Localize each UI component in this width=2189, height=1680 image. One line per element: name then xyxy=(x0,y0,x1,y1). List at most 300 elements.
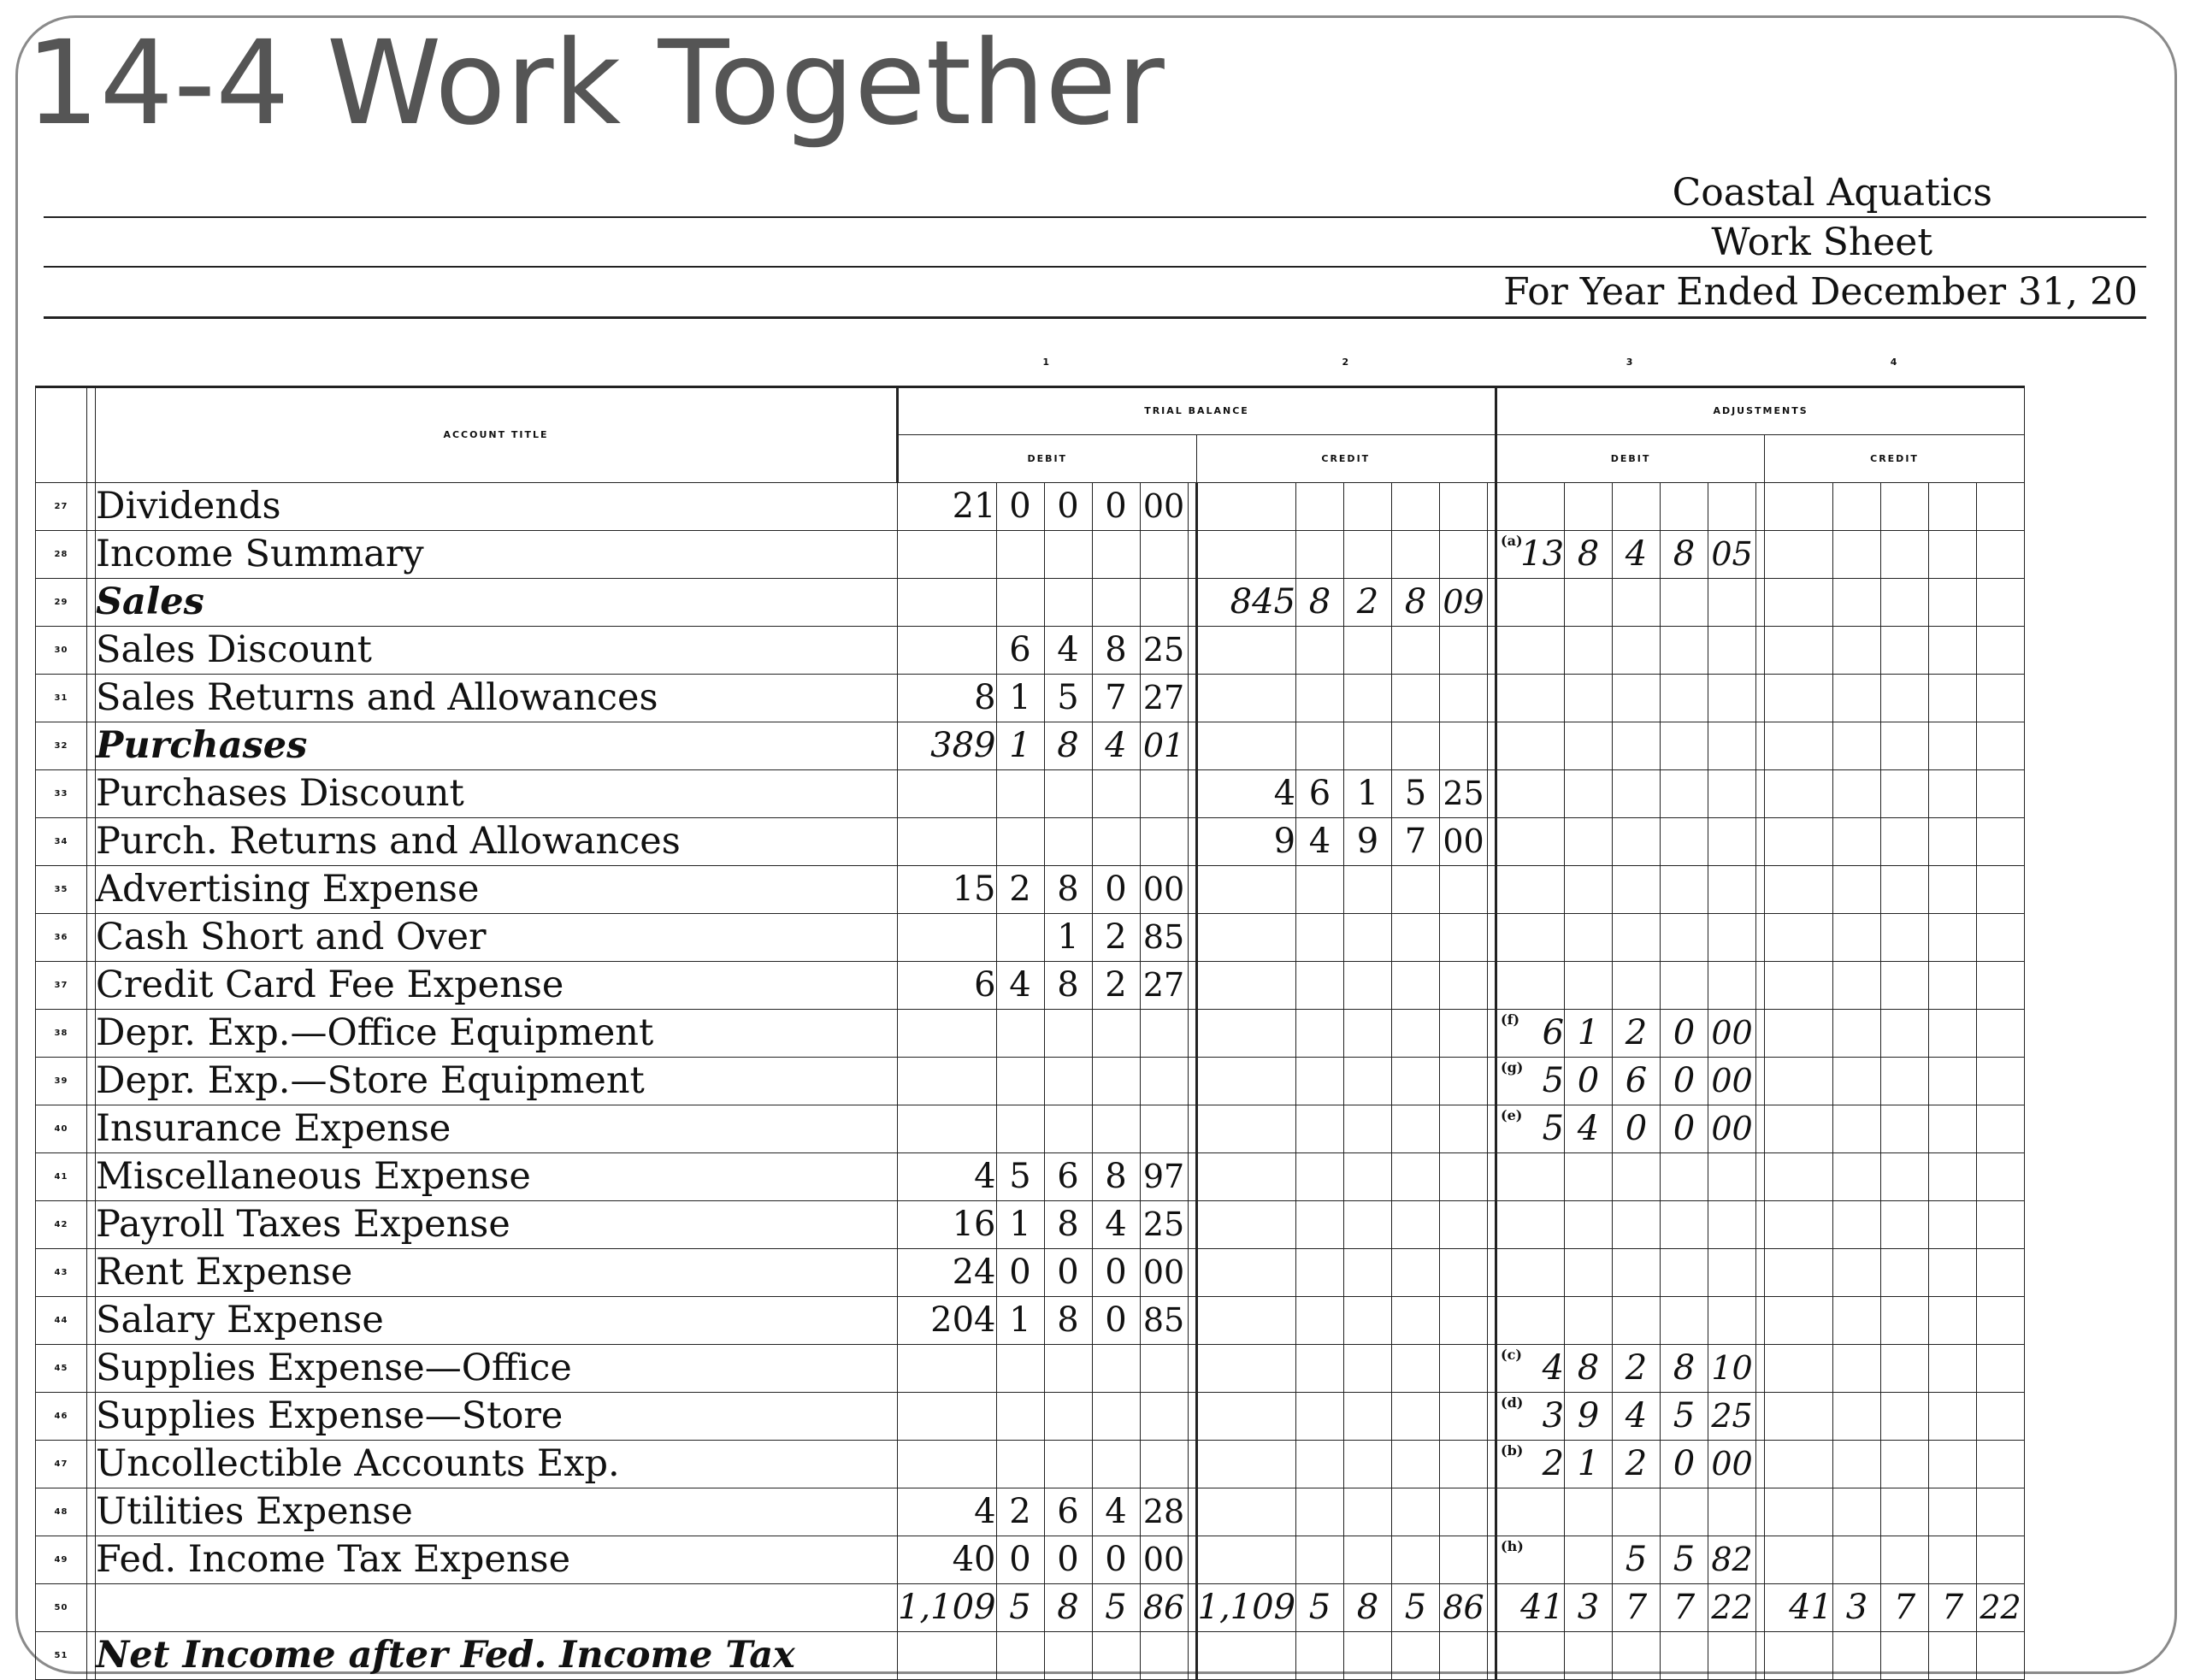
rule-separator xyxy=(87,1248,96,1296)
adjustments-debit-digit xyxy=(1613,1631,1661,1679)
adjustments-debit-digit xyxy=(1661,722,1708,769)
trial-balance-credit-dollars xyxy=(1196,1536,1296,1583)
adjustments-debit-digit xyxy=(1613,817,1661,865)
rule-separator xyxy=(87,1105,96,1152)
line-number: 47 xyxy=(36,1440,87,1488)
adjustments-credit-digit xyxy=(1881,578,1929,626)
trial-balance-credit-digit xyxy=(1392,1631,1440,1679)
trial-balance-credit-digit xyxy=(1296,1200,1344,1248)
trial-balance-credit-cents xyxy=(1440,1105,1488,1152)
adjustments-credit-digit xyxy=(1929,1009,1977,1057)
trial-balance-credit-dollars xyxy=(1196,1200,1296,1248)
trial-balance-debit-dollars: 15 xyxy=(898,865,997,913)
adjustments-credit-dollars xyxy=(1765,722,1833,769)
adjustments-debit-dollars: 4 (c) xyxy=(1496,1344,1565,1392)
adjustments-credit-digit xyxy=(1881,626,1929,674)
trial-balance-debit-cents: 85 xyxy=(1140,1296,1188,1344)
adjustments-debit-cents: 00 xyxy=(1708,1057,1756,1105)
adjustments-debit-digit xyxy=(1613,1152,1661,1200)
adjustments-debit-digit: 1 xyxy=(1565,1440,1613,1488)
worksheet-row xyxy=(36,1105,2025,1152)
adjustments-credit-digit xyxy=(1833,674,1881,722)
trial-balance-credit-digit xyxy=(1344,1057,1392,1105)
trial-balance-credit-digit: 8 xyxy=(1344,1583,1392,1631)
column-gap xyxy=(1488,961,1496,1009)
adjustments-credit-dollars xyxy=(1765,865,1833,913)
adjustments-credit-digit xyxy=(1881,1296,1929,1344)
adjustments-debit-cents xyxy=(1708,961,1756,1009)
column-gap xyxy=(1188,1248,1196,1296)
adjustments-credit-digit xyxy=(1929,1248,1977,1296)
account-title: Fed. Income Tax Expense xyxy=(96,1536,898,1583)
trial-balance-debit-digit: 0 xyxy=(996,1248,1044,1296)
trial-balance-credit-digit xyxy=(1344,1152,1392,1200)
adjustments-credit-digit xyxy=(1929,817,1977,865)
adjustments-debit-cents xyxy=(1708,1200,1756,1248)
column-gap xyxy=(1756,626,1765,674)
column-gap xyxy=(1756,1057,1765,1105)
worksheet-row xyxy=(36,769,2025,817)
trial-balance-credit-digit xyxy=(1296,1440,1344,1488)
line-number: 35 xyxy=(36,865,87,913)
trial-balance-credit-cents xyxy=(1440,1536,1488,1583)
adjustments-credit-digit: 7 xyxy=(1881,1583,1929,1631)
trial-balance-credit-digit xyxy=(1296,1631,1344,1679)
trial-balance-credit-dollars xyxy=(1196,961,1296,1009)
adjustments-credit-cents xyxy=(1977,1440,2025,1488)
trial-balance-debit-digit: 2 xyxy=(1092,913,1140,961)
trial-balance-credit-dollars xyxy=(1196,1105,1296,1152)
rule-separator xyxy=(87,578,96,626)
line-number: 51 xyxy=(36,1631,87,1679)
adjustments-debit-cents xyxy=(1708,913,1756,961)
trial-balance-debit-digit: 0 xyxy=(1092,1296,1140,1344)
adjustments-debit-dollars xyxy=(1496,1200,1565,1248)
adjustments-debit-digit xyxy=(1613,1296,1661,1344)
adjustments-debit-dollars: 6 (f) xyxy=(1496,1009,1565,1057)
trial-balance-debit-digit: 0 xyxy=(1044,1536,1092,1583)
adjustments-debit-digit xyxy=(1565,865,1613,913)
adjustments-credit-digit xyxy=(1833,1057,1881,1105)
line-number: 41 xyxy=(36,1152,87,1200)
trial-balance-credit-dollars xyxy=(1196,674,1296,722)
trial-balance-debit-digit xyxy=(996,913,1044,961)
column-gap xyxy=(1488,1392,1496,1440)
column-gap xyxy=(1188,1296,1196,1344)
trial-balance-credit-digit: 6 xyxy=(1296,769,1344,817)
statement-name: Work Sheet xyxy=(1711,221,1932,264)
adjustments-credit-digit xyxy=(1881,482,1929,530)
column-gap xyxy=(1756,769,1765,817)
column-gap xyxy=(1756,1344,1765,1392)
trial-balance-debit-digit xyxy=(1044,1057,1092,1105)
work-sheet xyxy=(35,162,2146,1677)
trial-balance-debit-dollars: 1,109 xyxy=(898,1583,997,1631)
adjustments-credit-dollars xyxy=(1765,626,1833,674)
trial-balance-credit-cents xyxy=(1440,482,1488,530)
column-gap xyxy=(1188,1152,1196,1200)
adjustments-credit-digit xyxy=(1833,769,1881,817)
adjustments-credit-digit xyxy=(1833,1248,1881,1296)
column-gap xyxy=(1756,482,1765,530)
adjustments-credit-dollars xyxy=(1765,769,1833,817)
rule-separator xyxy=(87,1296,96,1344)
column-gap xyxy=(1188,482,1196,530)
worksheet-row xyxy=(36,913,2025,961)
trial-balance-credit-digit xyxy=(1344,1105,1392,1152)
adjustment-mark: (d) xyxy=(1501,1394,1524,1411)
trial-balance-debit-cents: 25 xyxy=(1140,626,1188,674)
adjustments-credit-dollars xyxy=(1765,482,1833,530)
trial-balance-debit-digit: 0 xyxy=(1092,1536,1140,1583)
adjustments-credit-digit xyxy=(1833,482,1881,530)
adjustments-credit-cents xyxy=(1977,530,2025,578)
adjustments-credit-digit xyxy=(1881,1344,1929,1392)
column-gap xyxy=(1188,961,1196,1009)
trial-balance-credit-digit xyxy=(1392,626,1440,674)
column-gap xyxy=(1488,1009,1496,1057)
adjustments-credit-cents xyxy=(1977,961,2025,1009)
adjustments-debit-digit xyxy=(1613,626,1661,674)
trial-balance-credit-cents xyxy=(1440,1392,1488,1440)
adjustments-header: ADJUSTMENTS xyxy=(1496,386,2025,434)
adjustments-debit-digit: 4 xyxy=(1613,530,1661,578)
trial-balance-debit-digit: 0 xyxy=(1044,482,1092,530)
column-gap xyxy=(1756,1200,1765,1248)
adjustments-credit-digit xyxy=(1833,1200,1881,1248)
adjustments-debit-cents: 10 xyxy=(1708,1344,1756,1392)
trial-balance-debit-digit: 8 xyxy=(1044,1583,1092,1631)
worksheet-row xyxy=(36,626,2025,674)
trial-balance-debit-dollars xyxy=(898,817,997,865)
trial-balance-debit-digit: 5 xyxy=(996,1583,1044,1631)
adjustments-debit-digit: 5 xyxy=(1613,1536,1661,1583)
trial-balance-credit-dollars: 1,109 xyxy=(1196,1583,1296,1631)
adjustments-debit-digit xyxy=(1613,1248,1661,1296)
column-gap xyxy=(1188,1631,1196,1679)
trial-balance-credit-digit xyxy=(1344,1488,1392,1536)
trial-balance-debit-digit: 4 xyxy=(1092,1200,1140,1248)
adjustments-debit-digit xyxy=(1661,674,1708,722)
trial-balance-credit-digit: 4 xyxy=(1296,817,1344,865)
column-gap xyxy=(1488,1631,1496,1679)
adjustments-credit-dollars xyxy=(1765,1631,1833,1679)
trial-balance-debit-dollars xyxy=(898,578,997,626)
worksheet-row xyxy=(36,1296,2025,1344)
column-gap xyxy=(1488,1057,1496,1105)
adjustments-debit-cents xyxy=(1708,769,1756,817)
trial-balance-debit-dollars xyxy=(898,1057,997,1105)
trial-balance-credit-digit xyxy=(1296,674,1344,722)
adjustments-credit-digit xyxy=(1881,530,1929,578)
column-gap xyxy=(1188,1057,1196,1105)
account-title: Advertising Expense xyxy=(96,865,898,913)
adjustments-credit-digit xyxy=(1929,578,1977,626)
column-gap xyxy=(1188,1344,1196,1392)
trial-balance-credit-digit xyxy=(1392,1152,1440,1200)
trial-balance-credit-dollars xyxy=(1196,913,1296,961)
adjustments-debit-digit: 0 xyxy=(1565,1057,1613,1105)
line-number: 29 xyxy=(36,578,87,626)
adjustments-debit-digit xyxy=(1565,722,1613,769)
trial-balance-debit-digit xyxy=(996,1440,1044,1488)
adjustments-credit-digit xyxy=(1833,1105,1881,1152)
column-gap xyxy=(1756,1440,1765,1488)
adjustments-debit-digit xyxy=(1565,961,1613,1009)
line-number: 33 xyxy=(36,769,87,817)
rule-separator xyxy=(87,386,96,482)
adjustments-debit-digit: 5 xyxy=(1661,1536,1708,1583)
rule-separator xyxy=(87,482,96,530)
trial-balance-debit-digit xyxy=(1044,1631,1092,1679)
trial-balance-debit-digit: 8 xyxy=(1044,722,1092,769)
trial-balance-credit-digit: 2 xyxy=(1344,578,1392,626)
trial-balance-credit-digit xyxy=(1392,1057,1440,1105)
adjustments-debit-dollars xyxy=(1496,913,1565,961)
adjustments-debit-digit: 0 xyxy=(1661,1105,1708,1152)
trial-balance-credit-digit xyxy=(1344,1296,1392,1344)
rule-separator xyxy=(87,626,96,674)
adjustments-credit-digit xyxy=(1929,1200,1977,1248)
adjustments-credit-digit xyxy=(1833,626,1881,674)
adjustments-credit-digit xyxy=(1881,1152,1929,1200)
adjustments-debit-digit: 2 xyxy=(1613,1344,1661,1392)
column-gap xyxy=(1188,1440,1196,1488)
adjustments-credit-cents xyxy=(1977,1200,2025,1248)
trial-balance-debit-dollars: 6 xyxy=(898,961,997,1009)
trial-balance-credit-cents xyxy=(1440,1344,1488,1392)
adjustments-debit-cents xyxy=(1708,1296,1756,1344)
adjustments-debit-digit xyxy=(1661,578,1708,626)
trial-balance-credit-digit xyxy=(1296,913,1344,961)
adjustments-credit-dollars xyxy=(1765,1105,1833,1152)
column-gap xyxy=(1188,1392,1196,1440)
trial-balance-debit-digit: 8 xyxy=(1044,961,1092,1009)
slide-title: 14-4 Work Together xyxy=(26,16,1165,151)
column-gap xyxy=(1488,1105,1496,1152)
trial-balance-credit-digit xyxy=(1344,482,1392,530)
worksheet-table xyxy=(35,339,2025,1680)
adjustments-debit-cents xyxy=(1708,578,1756,626)
adjustments-debit-digit xyxy=(1661,1248,1708,1296)
adjustments-debit-cents xyxy=(1708,865,1756,913)
adjustments-debit-dollars xyxy=(1496,769,1565,817)
trial-balance-credit-digit xyxy=(1296,1152,1344,1200)
adjustments-credit-digit xyxy=(1929,913,1977,961)
adjustments-debit-cents xyxy=(1708,626,1756,674)
column-gap xyxy=(1488,1200,1496,1248)
column-gap xyxy=(1188,1009,1196,1057)
adjustments-credit-digit xyxy=(1881,722,1929,769)
worksheet-row xyxy=(36,1200,2025,1248)
trial-balance-credit-digit xyxy=(1296,722,1344,769)
adjustments-debit-dollars xyxy=(1496,1631,1565,1679)
trial-balance-credit-digit xyxy=(1344,1200,1392,1248)
trial-balance-debit-cents xyxy=(1140,1631,1188,1679)
adjustments-credit-digit xyxy=(1929,1440,1977,1488)
adjustments-credit-cents xyxy=(1977,865,2025,913)
trial-balance-credit-digit xyxy=(1392,674,1440,722)
line-number: 38 xyxy=(36,1009,87,1057)
trial-balance-credit-digit: 1 xyxy=(1344,769,1392,817)
trial-balance-credit-digit: 5 xyxy=(1392,1583,1440,1631)
trial-balance-credit-digit xyxy=(1296,961,1344,1009)
adjustments-credit-digit xyxy=(1833,1536,1881,1583)
trial-balance-debit-digit xyxy=(1092,1392,1140,1440)
adjustments-credit-digit xyxy=(1833,722,1881,769)
trial-balance-credit-dollars xyxy=(1196,1248,1296,1296)
adjustments-debit-digit: 2 xyxy=(1613,1009,1661,1057)
adjustments-debit-digit: 8 xyxy=(1565,1344,1613,1392)
adjustments-debit-digit xyxy=(1565,817,1613,865)
adjustments-credit-cents xyxy=(1977,674,2025,722)
adjustments-debit-digit xyxy=(1661,1152,1708,1200)
adjustments-debit-cents xyxy=(1708,1631,1756,1679)
worksheet-row xyxy=(36,722,2025,769)
worksheet-row xyxy=(36,1583,2025,1631)
trial-balance-credit-digit xyxy=(1392,722,1440,769)
adjustments-debit-digit xyxy=(1565,1200,1613,1248)
line-number: 49 xyxy=(36,1536,87,1583)
account-title: Salary Expense xyxy=(96,1296,898,1344)
adjustments-debit-digit xyxy=(1565,1631,1613,1679)
adjustments-credit-digit xyxy=(1929,722,1977,769)
line-number-header xyxy=(36,386,87,482)
trial-balance-debit-digit xyxy=(996,1009,1044,1057)
trial-balance-debit-digit: 1 xyxy=(996,1200,1044,1248)
adjustments-debit-digit xyxy=(1613,913,1661,961)
trial-balance-debit-dollars: 389 xyxy=(898,722,997,769)
column-gap xyxy=(1488,626,1496,674)
account-title: Depr. Exp.—Store Equipment xyxy=(96,1057,898,1105)
adjustments-credit-digit xyxy=(1881,769,1929,817)
trial-balance-debit-dollars: 204 xyxy=(898,1296,997,1344)
adjustments-credit-digit xyxy=(1929,1105,1977,1152)
adjustments-credit-dollars xyxy=(1765,1152,1833,1200)
worksheet-row xyxy=(36,482,2025,530)
adjustments-credit-dollars xyxy=(1765,674,1833,722)
adjustments-credit-digit xyxy=(1881,1440,1929,1488)
column-gap xyxy=(1188,865,1196,913)
header-blank xyxy=(36,339,898,386)
worksheet-row xyxy=(36,865,2025,913)
adjustments-debit-header: DEBIT xyxy=(1496,434,1765,482)
trial-balance-debit-digit: 8 xyxy=(1092,626,1140,674)
trial-balance-debit-digit: 4 xyxy=(1092,1488,1140,1536)
trial-balance-debit-digit xyxy=(1044,817,1092,865)
rule-separator xyxy=(87,1536,96,1583)
column-gap xyxy=(1756,1152,1765,1200)
adjustments-credit-digit xyxy=(1833,530,1881,578)
adjustments-credit-digit xyxy=(1929,674,1977,722)
adjustments-debit-digit xyxy=(1613,1488,1661,1536)
trial-balance-debit-cents xyxy=(1140,1440,1188,1488)
trial-balance-credit-cents xyxy=(1440,1009,1488,1057)
trial-balance-credit-digit xyxy=(1296,1248,1344,1296)
trial-balance-credit-cents xyxy=(1440,1200,1488,1248)
account-title: Depr. Exp.—Office Equipment xyxy=(96,1009,898,1057)
worksheet-row xyxy=(36,1152,2025,1200)
trial-balance-credit-cents xyxy=(1440,961,1488,1009)
trial-balance-debit-digit xyxy=(996,1344,1044,1392)
trial-balance-debit-digit: 1 xyxy=(1044,913,1092,961)
trial-balance-debit-cents xyxy=(1140,1009,1188,1057)
trial-balance-credit-digit xyxy=(1392,530,1440,578)
rule-separator xyxy=(87,1631,96,1679)
trial-balance-credit-cents xyxy=(1440,1296,1488,1344)
adjustments-credit-header: CREDIT xyxy=(1765,434,2025,482)
trial-balance-credit-digit xyxy=(1344,1009,1392,1057)
adjustments-debit-dollars xyxy=(1496,865,1565,913)
trial-balance-credit-dollars xyxy=(1196,1440,1296,1488)
adjustments-debit-digit: 8 xyxy=(1661,1344,1708,1392)
trial-balance-debit-dollars xyxy=(898,1631,997,1679)
trial-balance-debit-digit: 8 xyxy=(1092,1152,1140,1200)
account-title: Sales Discount xyxy=(96,626,898,674)
adjustments-credit-cents xyxy=(1977,1631,2025,1679)
adjustments-credit-digit xyxy=(1881,1105,1929,1152)
trial-balance-credit-dollars xyxy=(1196,626,1296,674)
column-gap xyxy=(1756,530,1765,578)
line-number: 39 xyxy=(36,1057,87,1105)
worksheet-row xyxy=(36,1536,2025,1583)
trial-balance-debit-digit: 7 xyxy=(1092,674,1140,722)
trial-balance-debit-dollars: 4 xyxy=(898,1152,997,1200)
line-number: 45 xyxy=(36,1344,87,1392)
adjustments-credit-cents xyxy=(1977,578,2025,626)
adjustments-debit-dollars xyxy=(1496,1248,1565,1296)
adjustments-debit-digit xyxy=(1661,817,1708,865)
trial-balance-credit-digit xyxy=(1296,1344,1344,1392)
adjustments-debit-digit xyxy=(1565,674,1613,722)
column-gap xyxy=(1756,722,1765,769)
trial-balance-credit-digit: 9 xyxy=(1344,817,1392,865)
trial-balance-credit-digit xyxy=(1296,1392,1344,1440)
trial-balance-credit-digit xyxy=(1392,1296,1440,1344)
adjustments-credit-digit xyxy=(1833,1488,1881,1536)
adjustment-mark: (h) xyxy=(1501,1537,1524,1554)
column-gap xyxy=(1188,578,1196,626)
adjustments-debit-digit: 8 xyxy=(1661,530,1708,578)
trial-balance-credit-dollars xyxy=(1196,1009,1296,1057)
adjustments-debit-digit xyxy=(1613,722,1661,769)
trial-balance-debit-digit: 5 xyxy=(1092,1583,1140,1631)
adjustments-credit-cents xyxy=(1977,626,2025,674)
trial-balance-debit-dollars xyxy=(898,1440,997,1488)
trial-balance-credit-digit: 5 xyxy=(1296,1583,1344,1631)
trial-balance-credit-digit xyxy=(1392,1200,1440,1248)
trial-balance-credit-header: CREDIT xyxy=(1196,434,1496,482)
adjustments-debit-digit xyxy=(1661,961,1708,1009)
adjustments-credit-cents xyxy=(1977,1488,2025,1536)
trial-balance-debit-digit: 4 xyxy=(996,961,1044,1009)
account-title: Credit Card Fee Expense xyxy=(96,961,898,1009)
column-gap xyxy=(1756,865,1765,913)
column-gap xyxy=(1188,817,1196,865)
column-gap xyxy=(1488,817,1496,865)
trial-balance-credit-digit xyxy=(1296,1488,1344,1536)
trial-balance-credit-cents: 09 xyxy=(1440,578,1488,626)
company-name: Coastal Aquatics xyxy=(1672,171,1992,215)
trial-balance-debit-digit xyxy=(1092,769,1140,817)
adjustments-credit-cents xyxy=(1977,1152,2025,1200)
trial-balance-credit-cents xyxy=(1440,865,1488,913)
trial-balance-credit-digit: 7 xyxy=(1392,817,1440,865)
header-rule xyxy=(44,266,2146,268)
trial-balance-debit-dollars: 21 xyxy=(898,482,997,530)
adjustments-debit-digit xyxy=(1565,578,1613,626)
trial-balance-credit-dollars: 9 xyxy=(1196,817,1296,865)
